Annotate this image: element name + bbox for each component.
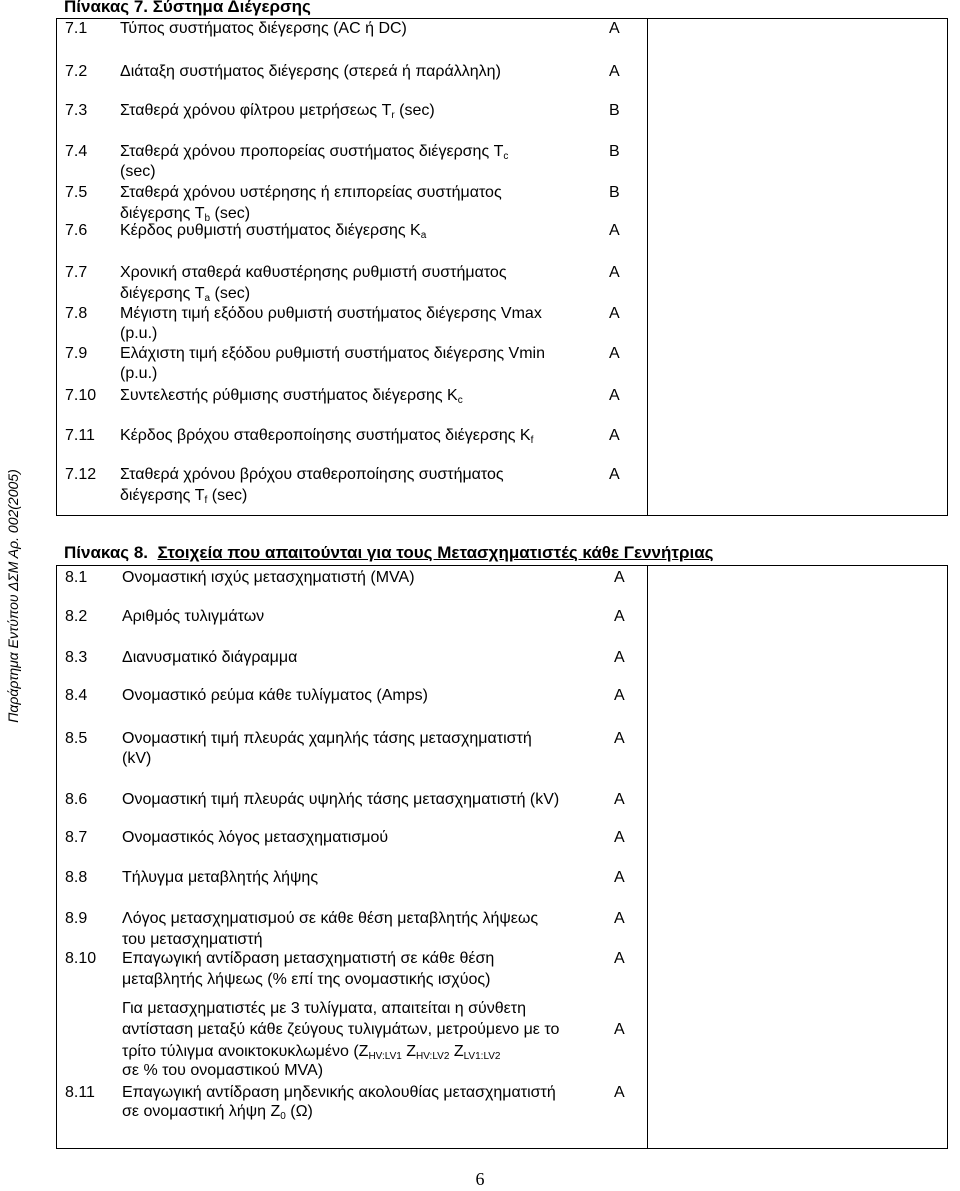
row-label: Διανυσματικό διάγραμμα: [122, 649, 298, 666]
row-label-line4: σε % του ονομαστικού MVA): [122, 1062, 324, 1079]
row-label-line2: διέγερσης $T_b$ (sec): [120, 205, 251, 224]
row-label: Χρονική σταθερά καθυστέρησης ρυθμιστή συστήματος: [120, 264, 507, 281]
row-label-line2: (p.u.): [120, 365, 158, 382]
row-label-line2: διέγερσης $T_f$ (sec): [120, 487, 248, 506]
row-label: Αριθμός τυλιγμάτων: [122, 608, 265, 625]
row-number: 8.6: [65, 791, 88, 808]
row-class: Α: [609, 466, 620, 483]
row-number: 8.3: [65, 649, 88, 666]
table8-subtitle: Στοιχεία που απαιτούνται για τους Μετασχηματιστές κάθε Γεννήτριας: [157, 543, 714, 562]
page-number: 6: [475, 1169, 485, 1189]
row-label: Ονομαστική ισχύς μετασχηματιστή (MVA): [122, 569, 415, 586]
row-label-line2: (kV): [122, 750, 152, 767]
row-label: Σταθερά χρόνου υστέρησης ή επιπορείας συστήματος: [120, 184, 502, 201]
sidebar-document-reference: Παράρτημα Εντύπου ΔΣΜ Αρ. 002(2005): [5, 469, 21, 723]
row-number: 8.11: [65, 1084, 95, 1101]
table7-left-border: [56, 18, 57, 516]
row-class: Α: [614, 869, 625, 886]
row-class: Α: [614, 791, 625, 808]
row-number: 7.1: [65, 20, 88, 37]
row-number: 8.7: [65, 829, 88, 846]
row-class: Α: [609, 264, 620, 281]
row-class: Α: [609, 63, 620, 80]
row-label: Μέγιστη τιμή εξόδου ρυθμιστή συστήματος διέγερσης Vmax: [120, 305, 542, 322]
row-number: 8.2: [65, 608, 88, 625]
row-number: 8.9: [65, 910, 88, 927]
table8-left-border: [56, 565, 57, 1149]
row-number: 7.7: [65, 264, 88, 281]
row-label: Τήλυγμα μεταβλητής λήψης: [122, 869, 319, 886]
row-label: Ελάχιστη τιμή εξόδου ρυθμιστή συστήματος διέγερσης Vmin: [120, 345, 545, 362]
row-label-line2: του μετασχηματιστή: [122, 931, 263, 948]
row-label: Συντελεστής ρύθμισης συστήματος διέγερσης $K_c$: [120, 387, 463, 406]
row-class: Β: [609, 184, 620, 201]
row-number: 8.10: [65, 950, 97, 967]
row-label: Σταθερά χρόνου φίλτρου μετρήσεως $T_r$ (sec): [120, 102, 435, 121]
row-class: Β: [609, 143, 620, 160]
row-class: Α: [609, 387, 620, 404]
row-class: Α: [609, 20, 620, 37]
row-class: Α: [614, 910, 625, 927]
table7-bottom-border: [56, 515, 948, 516]
row-class: Α: [614, 1084, 625, 1101]
row-number: 8.4: [65, 687, 88, 704]
row-class: Α: [614, 608, 625, 625]
row-class: Α: [609, 305, 620, 322]
row-number: 7.2: [65, 63, 88, 80]
table7-title: Πίνακας 7. Σύστημα Διέγερσης: [64, 0, 311, 16]
row-label: Σταθερά χρόνου βρόχου σταθεροποίησης συστήματος: [120, 466, 504, 483]
row-class: Α: [609, 427, 620, 444]
row-number: 8.8: [65, 869, 88, 886]
row-number: 7.8: [65, 305, 88, 322]
row-class: Α: [614, 829, 625, 846]
row-label: Επαγωγική αντίδραση μηδενικής ακολουθίας μετασχηματιστή: [122, 1084, 556, 1101]
row-label-line2: μεταβλητής λήψεως (% επί της ονομαστικής ισχύος): [122, 971, 491, 988]
row-label-line2: διέγερσης $T_a$ (sec): [120, 285, 251, 304]
row-label: Για μετασχηματιστές με 3 τυλίγματα, απαιτείται η σύνθετη: [122, 1000, 526, 1017]
table8-right-border: [947, 565, 948, 1149]
row-label: Σταθερά χρόνου προπορείας συστήματος διέγερσης $T_c$: [120, 143, 509, 162]
table8-top-border: [56, 565, 948, 566]
row-number: 7.11: [65, 427, 95, 444]
row-number: 7.12: [65, 466, 97, 483]
table7-divider: [647, 18, 648, 516]
row-label-line2: σε ονομαστική λήψη $Z_0$ (Ω): [122, 1103, 313, 1122]
row-number: 8.1: [65, 569, 88, 586]
row-number: 7.6: [65, 222, 88, 239]
row-class: Α: [614, 950, 625, 967]
row-label: Ονομαστική τιμή πλευράς χαμηλής τάσης μετασχηματιστή: [122, 730, 532, 747]
row-label: Ονομαστική τιμή πλευράς υψηλής τάσης μετασχηματιστή (kV): [122, 791, 560, 808]
row-number: 7.9: [65, 345, 88, 362]
row-number: 7.10: [65, 387, 97, 404]
table8-divider: [647, 565, 648, 1149]
row-class: Α: [609, 345, 620, 362]
row-label: Κέρδος βρόχου σταθεροποίησης συστήματος διέγερσης $K_f$: [120, 427, 534, 446]
row-number: 7.5: [65, 184, 88, 201]
row-label: Κέρδος ρυθμιστή συστήματος διέγερσης $K_a$: [120, 222, 427, 241]
row-class: Α: [614, 1021, 625, 1038]
row-class: Α: [609, 222, 620, 239]
row-label: Ονομαστικό ρεύμα κάθε τυλίγματος (Amps): [122, 687, 428, 704]
row-label: Ονομαστικός λόγος μετασχηματισμού: [122, 829, 389, 846]
row-number: 7.4: [65, 143, 88, 160]
row-number: 7.3: [65, 102, 88, 119]
row-class: Α: [614, 649, 625, 666]
row-label-line2: (sec): [120, 163, 156, 180]
row-label: Διάταξη συστήματος διέγερσης (στερεά ή παράλληλη): [120, 63, 501, 80]
row-label: Λόγος μετασχηματισμού σε κάθε θέση μεταβλητής λήψεως: [122, 910, 539, 927]
row-label-line2: αντίσταση μεταξύ κάθε ζεύγους τυλιγμάτων, μετρούμενο με το: [122, 1021, 560, 1038]
row-class: Α: [614, 687, 625, 704]
row-label: Επαγωγική αντίδραση μετασχηματιστή σε κάθε θέση: [122, 950, 495, 967]
table8-bottom-border: [56, 1148, 948, 1149]
table8-title: Πίνακας 8. Στοιχεία που απαιτούνται για τους Μετασχηματιστές κάθε Γεννήτριας: [64, 543, 714, 562]
row-label: Τύπος συστήματος διέγερσης (AC ή DC): [120, 20, 407, 37]
row-class: Α: [614, 730, 625, 747]
row-class: Α: [614, 569, 625, 586]
row-label-line3: τρίτο τύλιγμα ανοικτοκυκλωμένο ($Z_{HV:LV1}$ $Z_{HV:LV2}$ $Z_{LV1:LV2}$: [122, 1043, 501, 1062]
table7-right-border: [947, 18, 948, 516]
row-number: 8.5: [65, 730, 88, 747]
row-label-line2: (p.u.): [120, 325, 158, 342]
row-class: Β: [609, 102, 620, 119]
